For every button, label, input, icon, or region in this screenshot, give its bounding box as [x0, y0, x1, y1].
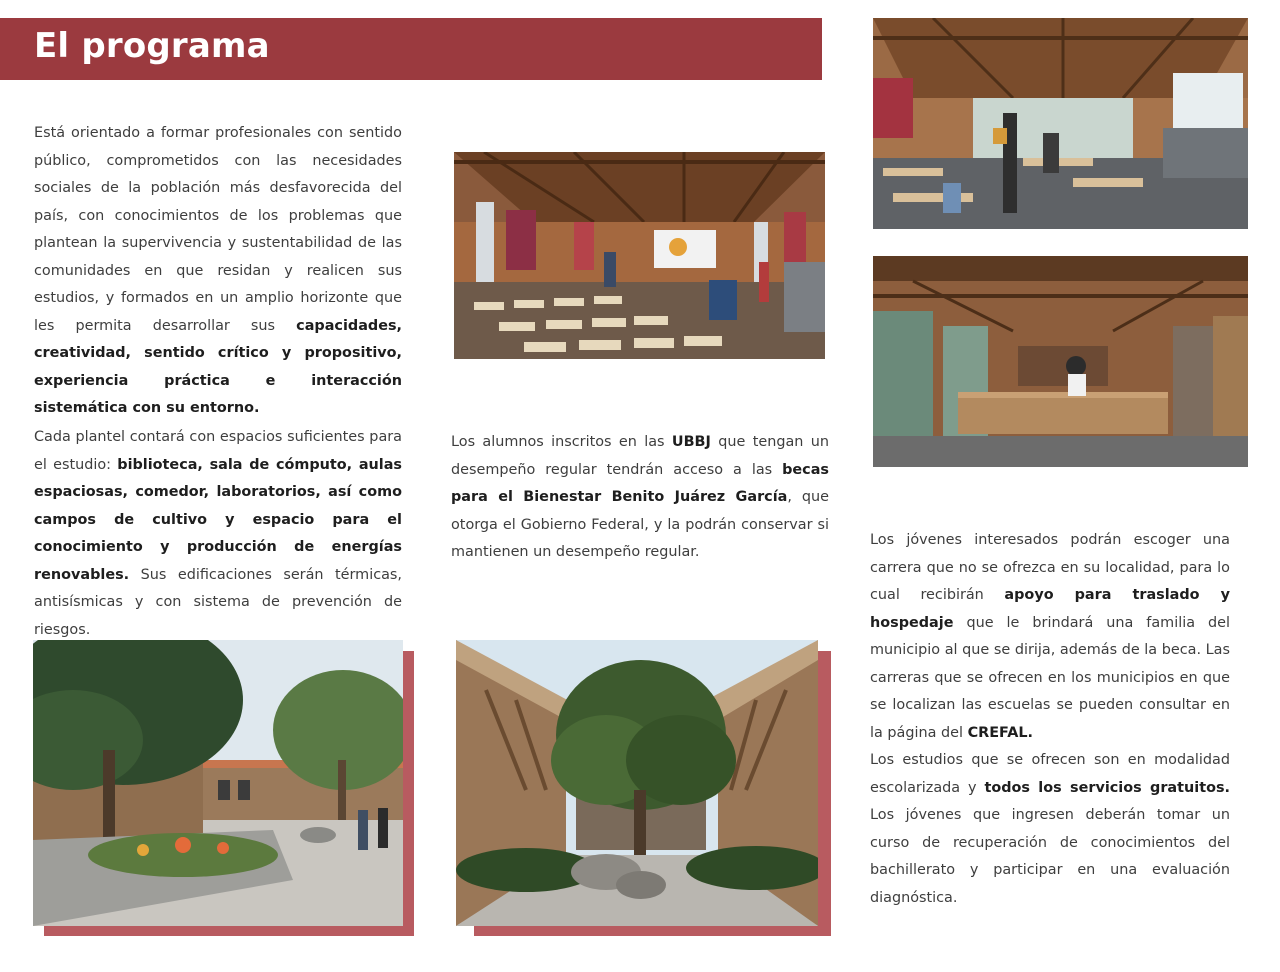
paragraph-bold: biblioteca, sala de cómputo, aulas espaciosas, comedor, laboratorios, así como campos de cultivo y espacio para el conocimiento y producción de energías renovables. [34, 456, 402, 583]
paragraph-text: que tengan un desempeño regular tendrán acceso a las [451, 434, 829, 478]
paragraph-text: Está orientado a formar profesionales con sentido público, comprometidos con las necesidades sociales de la población más desfavorecida del país, con conocimientos de los problemas que plantean la supervivencia y sustentabilidad de las comunidades en que residan y realicen sus estudios, y formados en un amplio horizonte que les permita desarrollar sus [34, 125, 402, 334]
paragraph-bold: becas para el Bienestar Benito Juárez García [451, 461, 829, 505]
title-banner [0, 18, 822, 80]
program-paragraph-2 [34, 424, 402, 644]
paragraph-bold: CREFAL. [967, 724, 1033, 741]
paragraph-text: Los alumnos inscritos en las [451, 434, 672, 450]
paragraph-text: , que otorga el Gobierno Federal, y la podrán conservar si mantienen un desempeño regular. [451, 489, 829, 560]
paragraph-text: Los jóvenes interesados podrán escoger una carrera que no se ofrezca en su localidad, para lo cual recibirán [870, 532, 1230, 603]
paragraph-bold: UBBJ [671, 434, 711, 450]
studies-paragraph [870, 747, 1230, 912]
program-paragraph-1 [34, 120, 402, 423]
housing-paragraph [870, 527, 1230, 747]
paragraph-bold: todos los servicios gratuitos. [984, 779, 1230, 796]
paragraph-text: Los jóvenes que ingresen deberán tomar un curso de recuperación de conocimientos del bachillerato y participar en una evaluación diagnóstica. [870, 807, 1230, 906]
paragraph-text: Cada plantel contará con espacios suficientes para el estudio: [34, 429, 402, 473]
paragraph-text: que le brindará una familia del municipio al que se dirija, además de la beca. Las carreras que se ofrecen en los municipios en que se localizan las escuelas se pueden consultar en la página del [870, 614, 1230, 741]
paragraph-bold: apoyo para traslado y hospedaje [870, 587, 1230, 631]
paragraph-text: Los estudios que se ofrecen son en modalidad escolarizada y [870, 752, 1230, 796]
scholarship-paragraph [451, 429, 829, 567]
courtyard-render-image [456, 640, 818, 926]
paragraph-text: Sus edificaciones serán térmicas, antisísmicas y con sistema de prevención de riesgos. [34, 566, 402, 638]
exterior-render-image [33, 640, 403, 926]
library-render-image [873, 256, 1248, 467]
paragraph-bold: capacidades, creatividad, sentido crítico y propositivo, experiencia práctica e interacción sistemática con su entorno. [34, 317, 402, 416]
page-title: El programa [34, 26, 270, 66]
auditorium-render-image [454, 152, 825, 359]
classroom-render-image [873, 18, 1248, 229]
